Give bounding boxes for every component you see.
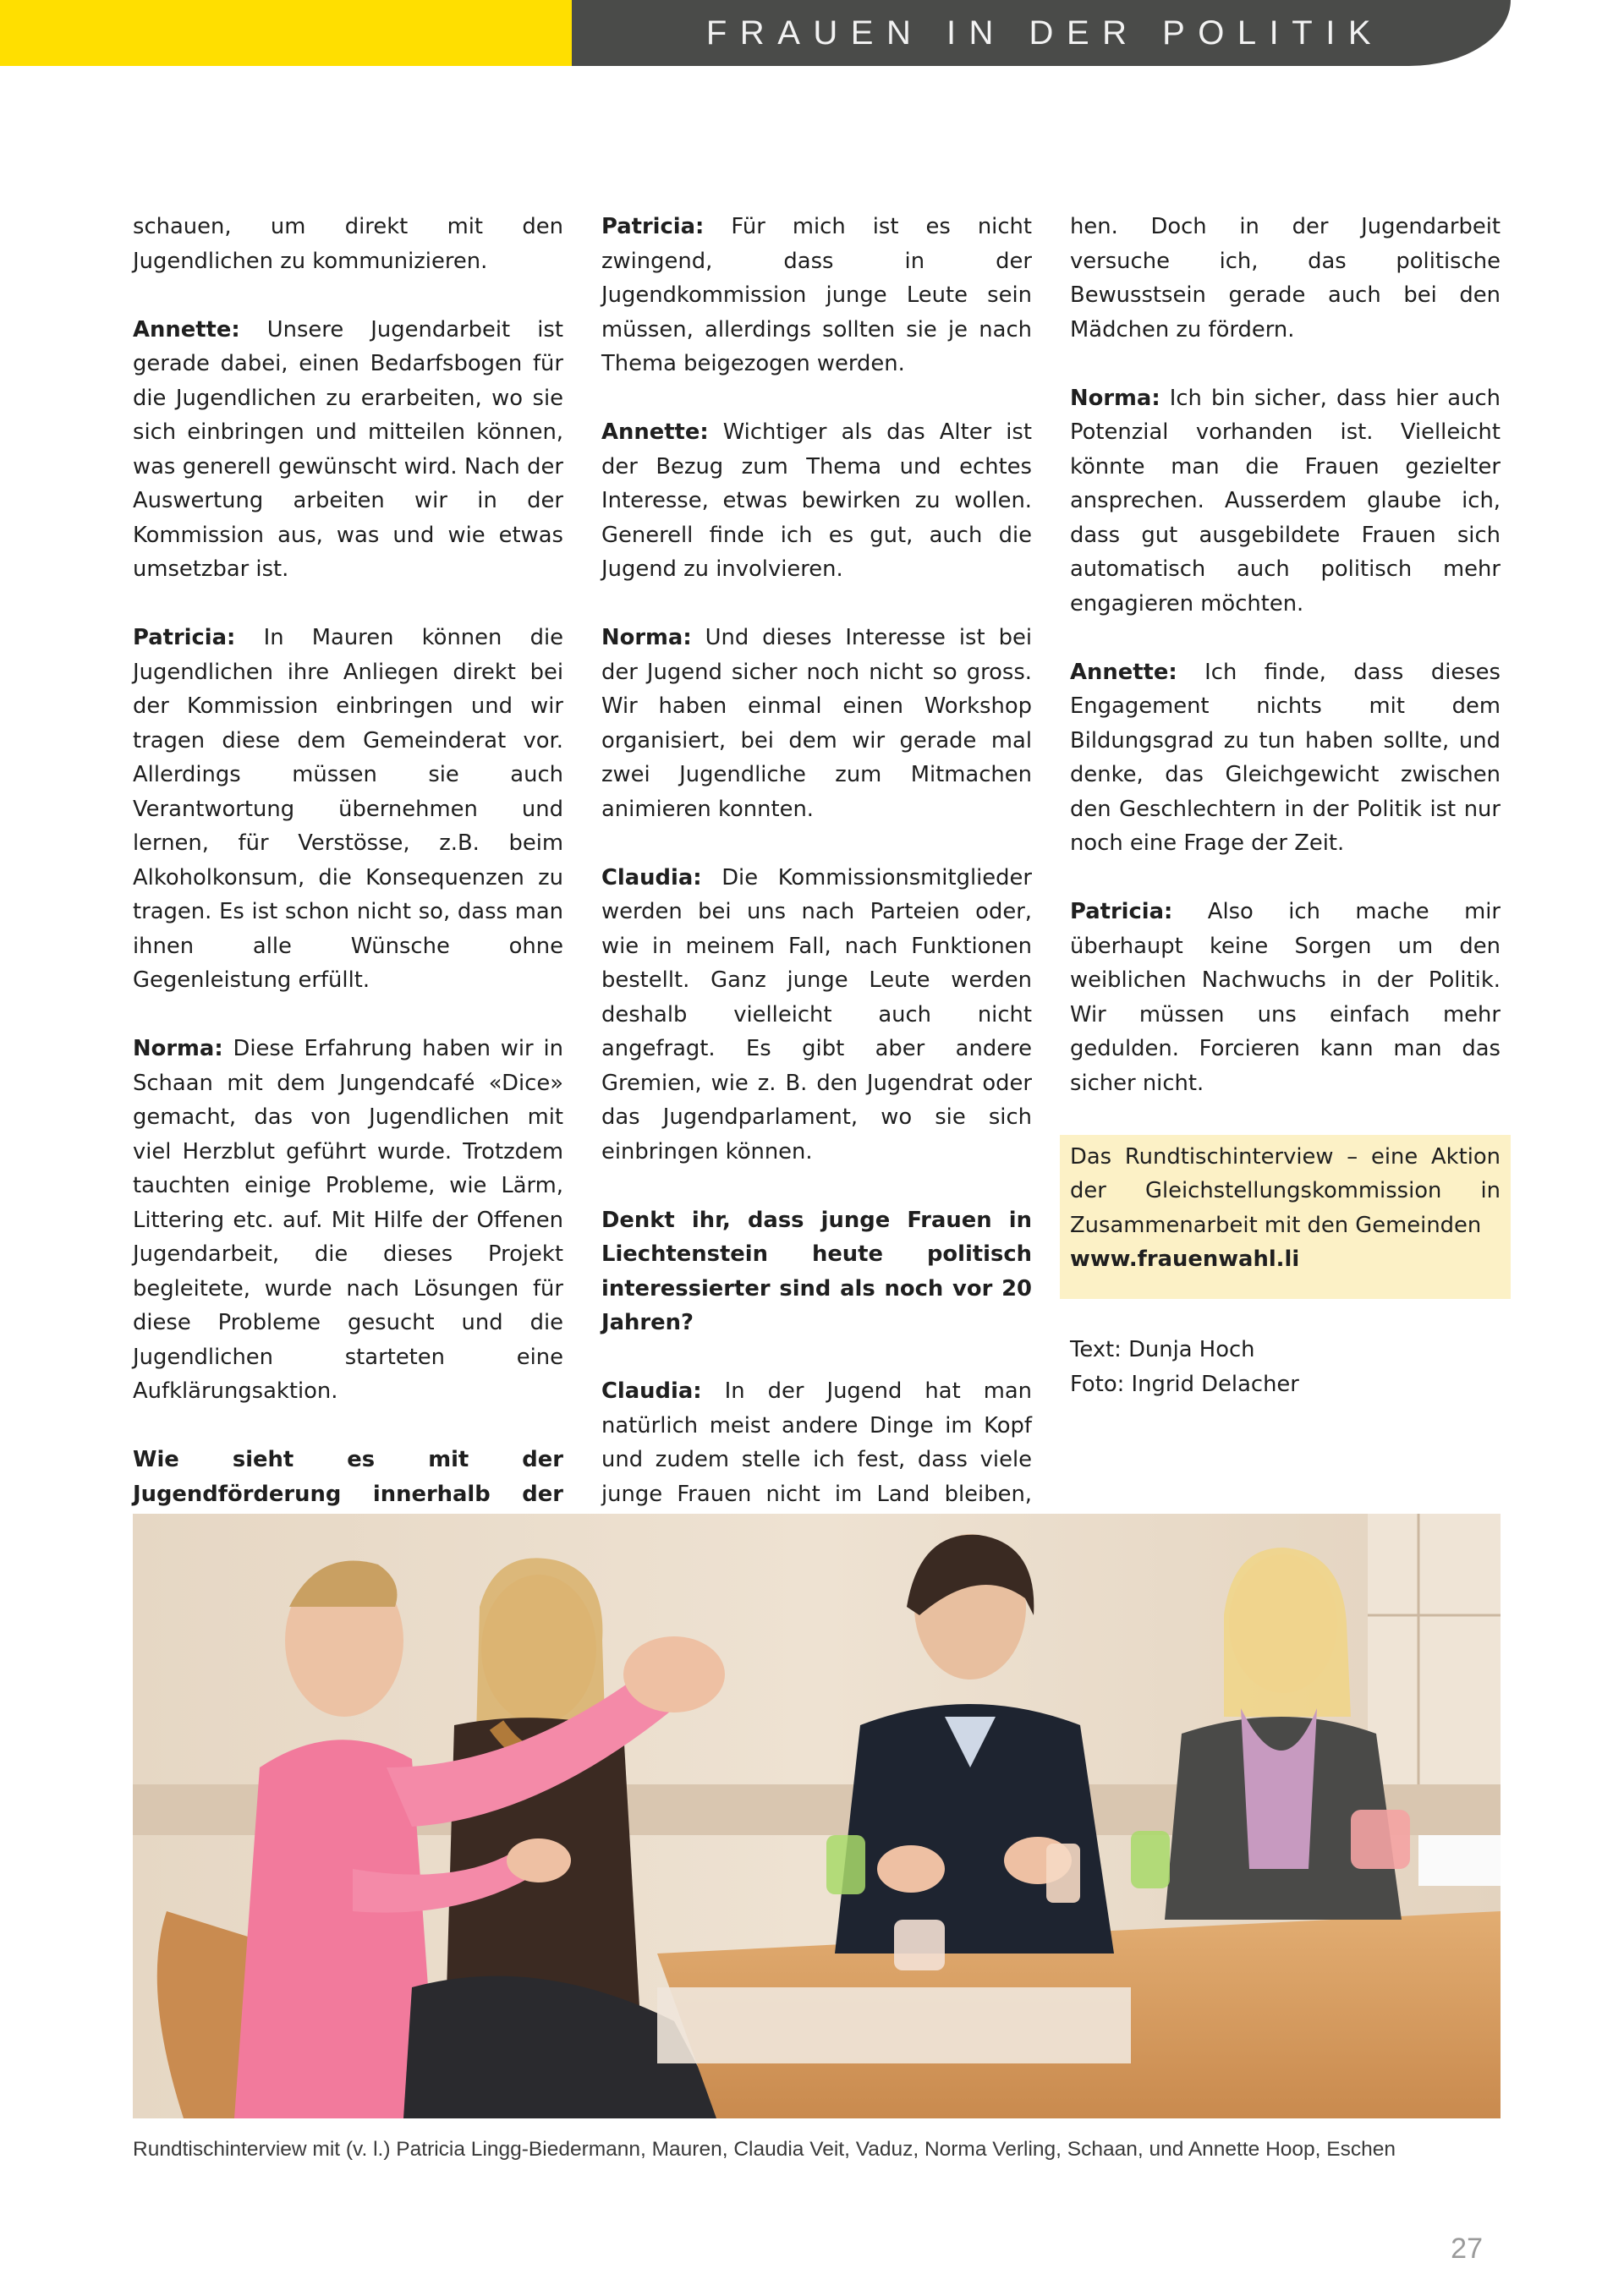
section-header — [572, 0, 1511, 66]
photo-credit: Foto: Ingrid Delacher — [1070, 1371, 1299, 1397]
speaker-name: Patricia: — [133, 625, 236, 650]
info-box-text: Das Rundtischinterview – eine Aktion der Gleichstellungskommission in Zusammenarbeit mit den Gemeinden — [1070, 1143, 1501, 1238]
text-credit: Text: Dunja Hoch — [1070, 1337, 1255, 1362]
paragraph: schauen, um direkt mit den Jugendlichen zu kommunizieren. — [133, 214, 563, 274]
paragraph: Annette: Wichtiger als das Alter ist der Bezug zum Thema und echtes Interesse, etwas bewirken zu wollen. Generell finde ich es gut, auch die Jugend zu involvieren. — [601, 419, 1032, 582]
paragraph: Annette: Unsere Jugendarbeit ist gerade dabei, einen Bedarfsbogen für die Jugendlichen zu erarbeiten, wo sie sich einbringen und mitteilen können, was generell gewünscht wird. Nach der Auswertung arbeiten wir in der Kommission aus, was und wie etwas umsetzbar ist. — [133, 316, 563, 582]
credits — [1070, 1333, 1501, 1401]
paragraph: Norma: Diese Erfahrung haben wir in Schaan mit dem Jungendcafé «Dice» gemacht, das von Jugendlichen mit viel Herzblut geführt wurde. Trotzdem tauchten einige Probleme, wie Lärm, Littering etc. auf. Mit Hilfe der Offenen Jugendarbeit, die dieses Projekt begleitete, wurde nach Lösungen für diese Probleme gesucht und die Jugendlichen starteten eine Aufklärungsaktion. — [133, 1036, 563, 1404]
paragraph: Claudia: Die Kommissionsmitglieder werden bei uns nach Parteien oder, wie in meinem Fall, nach Funktionen bestellt. Ganz junge Leute werden deshalb vielleicht auch nicht angefragt. Es gibt aber andere Gremien, wie z. B. den Jugendrat oder das Jugendparlament, wo sie sich einbringen können. — [601, 864, 1032, 1164]
speaker-name: Norma: — [1070, 385, 1160, 411]
paragraph: Patricia: Also ich mache mir überhaupt keine Sorgen um den weiblichen Nachwuchs in der Politik. Wir müssen uns einfach mehr gedulden. Forcieren kann man das sicher nicht. — [1070, 899, 1501, 1096]
header-accent-bar — [0, 0, 572, 66]
page-number: 27 — [1451, 2233, 1483, 2265]
paragraph: hen. Doch in der Jugendarbeit versuche ich, das politische Bewusstsein gerade auch bei den Mädchen zu fördern. — [1070, 214, 1501, 342]
roundtable-photo — [133, 1514, 1501, 2118]
paragraph: Claudia: In der Jugend hat man natürlich meist andere Dinge im Kopf und zudem stelle ich fest, dass viele junge Frauen nicht im Land bleiben, — [601, 1378, 1032, 1507]
interview-question: Wie sieht es mit der Jugendförderung innerhalb der — [133, 1447, 563, 1507]
paragraph: Annette: Ich finde, dass dieses Engagement nichts mit dem Bildungsgrad zu tun haben sollte, und denke, das Gleichgewicht zwischen den Geschlechtern in der Politik ist nur noch eine Frage der Zeit. — [1070, 659, 1501, 856]
interview-question: Denkt ihr, dass junge Frauen in Liechtenstein heute politisch interessierter sind als noch vor 20 Jahren? — [601, 1207, 1032, 1335]
speaker-name: Norma: — [133, 1036, 223, 1061]
speaker-name: Norma: — [601, 625, 692, 650]
info-box — [1060, 1135, 1511, 1299]
speaker-name: Claudia: — [601, 1378, 702, 1404]
paragraph: Norma: Ich bin sicher, dass hier auch Potenzial vorhanden ist. Vielleicht könnte man die Frauen gezielter ansprechen. Ausserdem glaube ich, dass gut ausgebildete Frauen sich automatisch auch politisch mehr engagieren möchten. — [1070, 385, 1501, 616]
speaker-name: Patricia: — [601, 214, 705, 239]
speaker-name: Annette: — [601, 419, 709, 445]
paragraph: Patricia: Für mich ist es nicht zwingend, dass in der Jugendkommission junge Leute sein müssen, allerdings sollten sie je nach Thema beigezogen werden. — [601, 214, 1032, 376]
paragraph: Patricia: In Mauren können die Jugendlichen ihre Anliegen direkt bei der Kommission einbringen und wir tragen diese dem Gemeinderat vor. Allerdings müssen sie auch Verantwortung übernehmen und lernen, für Verstösse, z.B. beim Alkoholkonsum, die Konsequenzen zu tragen. Es ist schon nicht so, dass man ihnen alle Wünsche ohne Gegenleistung erfüllt. — [133, 625, 563, 993]
text-column-2 — [601, 210, 1032, 1580]
speaker-name: Patricia: — [1070, 899, 1173, 924]
speaker-name: Claudia: — [601, 864, 702, 890]
photo-caption: Rundtischinterview mit (v. l.) Patricia Lingg-Biedermann, Mauren, Claudia Veit, Vaduz, Norma Verling, Schaan, und Annette Hoop, Eschen — [133, 2138, 1396, 2161]
text-column-1 — [133, 210, 563, 1580]
speaker-name: Annette: — [133, 316, 240, 342]
section-title: FRAUEN IN DER POLITIK — [705, 14, 1384, 52]
text-column-3 — [1070, 210, 1501, 1401]
paragraph: Norma: Und dieses Interesse ist bei der Jugend sicher noch nicht so gross. Wir haben einmal einen Workshop organisiert, bei dem wir gerade mal zwei Jugendliche zum Mitmachen animieren konnten. — [601, 625, 1032, 822]
speaker-name: Annette: — [1070, 659, 1177, 685]
website-link[interactable]: www.frauenwahl.li — [1070, 1247, 1300, 1272]
